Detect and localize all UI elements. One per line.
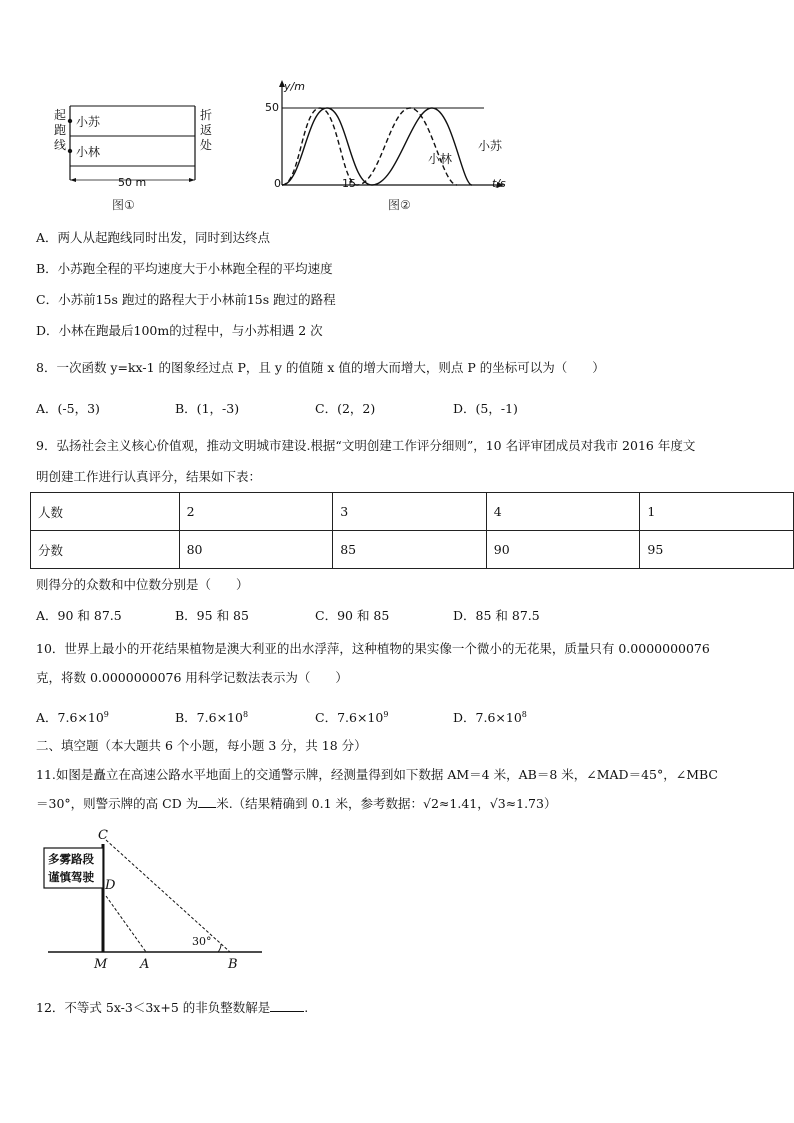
point-d-label: D [105,878,116,893]
q8-option-a: A．(-5，3) [36,401,100,416]
table-cell: 95 [640,531,794,569]
score-table [30,492,794,569]
q10-stem-line-2: 克，将数 0.0000000076 用科学记数法表示为（ ） [36,670,348,685]
x-tick-15: 15 [342,177,356,190]
q9-option-b: B．95 和 85 [175,608,249,623]
y-tick-50: 50 [265,101,279,114]
q12-stem-text: 12．不等式 5x-3＜3x+5 的非负整数解是 [36,1000,271,1015]
table-cell: 2 [179,493,333,531]
q8-option-c: C．(2，2) [315,401,376,416]
q7-option-c: C．小苏前15s 跑过的路程大于小林前15s 跑过的路程 [36,292,336,307]
q7-option-a: A．两人从起跑线同时出发，同时到达终点 [36,230,271,245]
origin-label: 0 [274,177,281,190]
sign-text-line-1: 多雾路段 [48,852,94,866]
option-text: B．7.6×10 [175,710,243,725]
runner-xiaolin-label: 小林 [76,145,101,159]
sign-text-line-2: 谨慎驾驶 [48,870,94,884]
option-exponent: 8 [521,710,527,719]
q12-stem-end: . [304,1000,309,1015]
q10-stem-line-1: 10．世界上最小的开花结果植物是澳大利亚的出水浮萍，这种植物的果实像一个微小的无花果，质量只有 0.0000000076 [36,641,710,656]
start-line-label: 起跑线 [54,108,67,152]
figure-2-graph [262,80,512,195]
option-text: A．7.6×10 [36,710,104,725]
option-exponent: 8 [242,710,249,719]
q9-option-a: A．90 和 87.5 [36,608,122,623]
q9-option-c: C．90 和 85 [315,608,390,623]
distance-label: 50 m [118,176,147,189]
answer-blank [270,999,304,1012]
q10-option-a [36,706,109,727]
q8-option-d: D．(5，-1) [453,401,518,416]
angle-30-label: 30° [192,935,212,948]
q11-stem-line-2 [36,795,556,813]
figure-2-caption: 图② [388,198,411,212]
table-cell: 1 [640,493,794,531]
x-axis-label: t/s [492,177,506,190]
q7-option-d: D．小林在跑最后100m的过程中，与小苏相遇 2 次 [36,323,323,338]
q8-stem: 8．一次函数 y=kx-1 的图象经过点 P，且 y 的值随 x 值的增大而增大，则点 P 的坐标可以为（ ） [36,360,605,375]
q8-option-b: B．(1，-3) [175,401,240,416]
q9-stem-line-2: 明创建工作进行认真评分，结果如下表： [36,469,262,484]
figure-1-caption: 图① [112,198,135,212]
point-b-label: B [228,957,238,972]
turn-point-label: 折返处 [200,108,213,152]
q10-option-c [315,706,388,727]
option-exponent: 9 [383,710,389,719]
table-cell: 分数 [31,531,180,569]
q11-stem-part-b: 米.（结果精确到 0.1 米，参考数据：√2≈1.41，√3≈1.73） [216,796,557,811]
curve-label-xiaolin: 小林 [428,152,453,166]
point-c-label: C [98,828,108,843]
table-cell: 85 [333,531,487,569]
table-row [31,531,794,569]
table-cell: 80 [179,531,333,569]
option-exponent: 9 [103,710,109,719]
point-m-label: M [94,957,108,972]
q11-stem-line-1: 11.如图是矗立在高速公路水平地面上的交通警示牌，经测量得到如下数据 AM＝4 米，AB＝8 米，∠MAD＝45°，∠MBC [36,767,718,782]
q11-stem-part-a: ＝30°，则警示牌的高 CD 为 [36,796,199,811]
section-2-heading: 二、填空题（本大题共 6 个小题，每小题 3 分，共 18 分） [36,738,367,753]
table-cell: 90 [486,531,640,569]
option-text: C．7.6×10 [315,710,384,725]
q9-question: 则得分的众数和中位数分别是（ ） [36,577,249,592]
runner-xiaosu-label: 小苏 [76,115,101,129]
curve-label-xiaosu: 小苏 [478,139,503,153]
q9-option-d: D．85 和 87.5 [453,608,540,623]
q10-option-b [175,706,248,727]
y-axis-label: y/m [284,80,305,93]
option-text: D．7.6×10 [453,710,522,725]
answer-blank [198,795,216,808]
q9-stem-line-1: 9．弘扬社会主义核心价值观，推动文明城市建设.根据“文明创建工作评分细则”，10 名评审团成员对我市 2016 年度文 [36,438,696,453]
table-cell: 人数 [31,493,180,531]
point-a-label: A [140,957,150,972]
q7-option-b: B．小苏跑全程的平均速度大于小林跑全程的平均速度 [36,261,333,276]
table-row [31,493,794,531]
q10-option-d [453,706,527,727]
table-cell: 4 [486,493,640,531]
q12-stem [36,999,308,1017]
table-cell: 3 [333,493,487,531]
